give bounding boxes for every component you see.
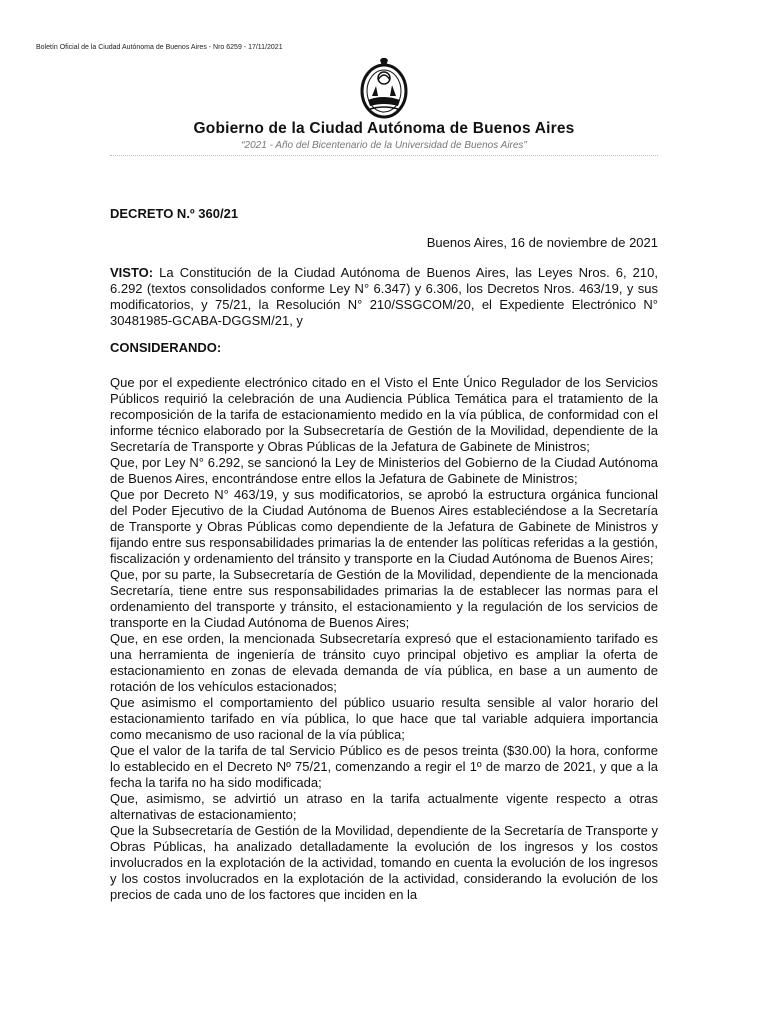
considerando-paragraph: Que, asimismo, se advirtió un atraso en la tarifa actualmente vigente respecto a otras alternativas de estacionamiento;: [110, 791, 658, 822]
considerando-paragraph: Que, en ese orden, la mencionada Subsecretaría expresó que el estacionamiento tarifado es una herramienta de ingeniería de tránsito cuyo principal objetivo es ampliar la oferta de estacionamiento en zonas de elevada demanda de vía pública, en base a un aumento de rotación de los vehículos estacionados;: [110, 631, 658, 694]
considerando-paragraph: Que asimismo el comportamiento del público usuario resulta sensible al valor horario del estacionamiento tarifado en vía pública, lo que hace que tal variable adquiera importancia como mecanismo de uso racional de la vía pública;: [110, 695, 658, 742]
considerando-paragraph: Que por el expediente electrónico citado en el Visto el Ente Único Regulador de los Servicios Públicos requirió la celebración de una Audiencia Pública Temática para el tratamiento de la recomposición de la tarifa de estacionamiento medido en la vía pública, de conformidad con el informe técnico elaborado por la Subsecretaría de Gestión de la Movilidad, dependiente de la Secretaría de Transporte y Obras Públicas de la Jefatura de Gabinete de Ministros;: [110, 375, 658, 454]
header-divider: [110, 155, 658, 156]
visto-text: La Constitución de la Ciudad Autónoma de Buenos Aires, las Leyes Nros. 6, 210, 6.292 (textos consolidados conforme Ley N° 6.347) y 6.306, los Decretos Nros. 463/19, y sus modificatorios, y 75/21, la Resolución N° 210/SSGCOM/20, el Expediente Electrónico N° 30481985-GCABA-DGGSM/21, y: [110, 265, 658, 328]
bulletin-header: Boletín Oficial de la Ciudad Autónoma de Buenos Aires - Nro 6259 - 17/11/2021: [36, 44, 283, 51]
visto-paragraph: [110, 265, 658, 329]
considerando-paragraph: Que el valor de la tarifa de tal Servicio Público es de pesos treinta ($30.00) la hora, conforme lo establecido en el Decreto Nº 75/21, comenzando a regir el 1º de marzo de 2021, y que a la fecha la tarifa no ha sido modificada;: [110, 743, 658, 790]
place-date: Buenos Aires, 16 de noviembre de 2021: [426, 235, 658, 250]
considerando-title: CONSIDERANDO:: [110, 340, 222, 355]
considerando-paragraph: Que, por su parte, la Subsecretaría de Gestión de la Movilidad, dependiente de la mencionada Secretaría, tiene entre sus responsabilidades primarias la de establecer las normas para el ordenamiento del transporte y tránsito, el estacionamiento y la regulación de los servicios de transporte en la Ciudad Autónoma de Buenos Aires;: [110, 567, 658, 630]
government-title: Gobierno de la Ciudad Autónoma de Buenos Aires: [193, 120, 575, 137]
decree-number: DECRETO N.º 360/21: [110, 206, 239, 221]
decree-body: [110, 265, 658, 903]
visto-label: VISTO:: [110, 265, 154, 280]
government-motto: “2021 - Año del Bicentenario de la Universidad de Buenos Aires”: [241, 140, 527, 151]
considerando-paragraph: Que la Subsecretaría de Gestión de la Movilidad, dependiente de la Secretaría de Transporte y Obras Públicas, ha analizado detalladamente la evolución de los ingresos y los costos involucrados en la explotación de la actividad, tomando en cuenta la evolución de los ingresos y los costos involucrados en la explotación de la actividad, considerando la evolución de los precios de cada uno de los factores que inciden en la: [110, 823, 658, 902]
considerando-paragraph: Que, por Ley N° 6.292, se sancionó la Ley de Ministerios del Gobierno de la Ciudad Autónoma de Buenos Aires, encontrándose entre ellos la Jefatura de Gabinete de Ministros;: [110, 455, 658, 486]
coat-of-arms-icon: [358, 58, 410, 120]
considerando-paragraph: Que por Decreto N° 463/19, y sus modificatorios, se aprobó la estructura orgánica funcional del Poder Ejecutivo de la Ciudad Autónoma de Buenos Aires estableciéndose a la Secretaría de Transporte y Obras Públicas como dependiente de la Jefatura de Gabinete de Ministros y fijando entre sus responsabilidades primarias la de entender las políticas referidas a la gestión, fiscalización y ordenamiento del tránsito y transporte en la Ciudad Autónoma de Buenos Aires;: [110, 487, 658, 566]
